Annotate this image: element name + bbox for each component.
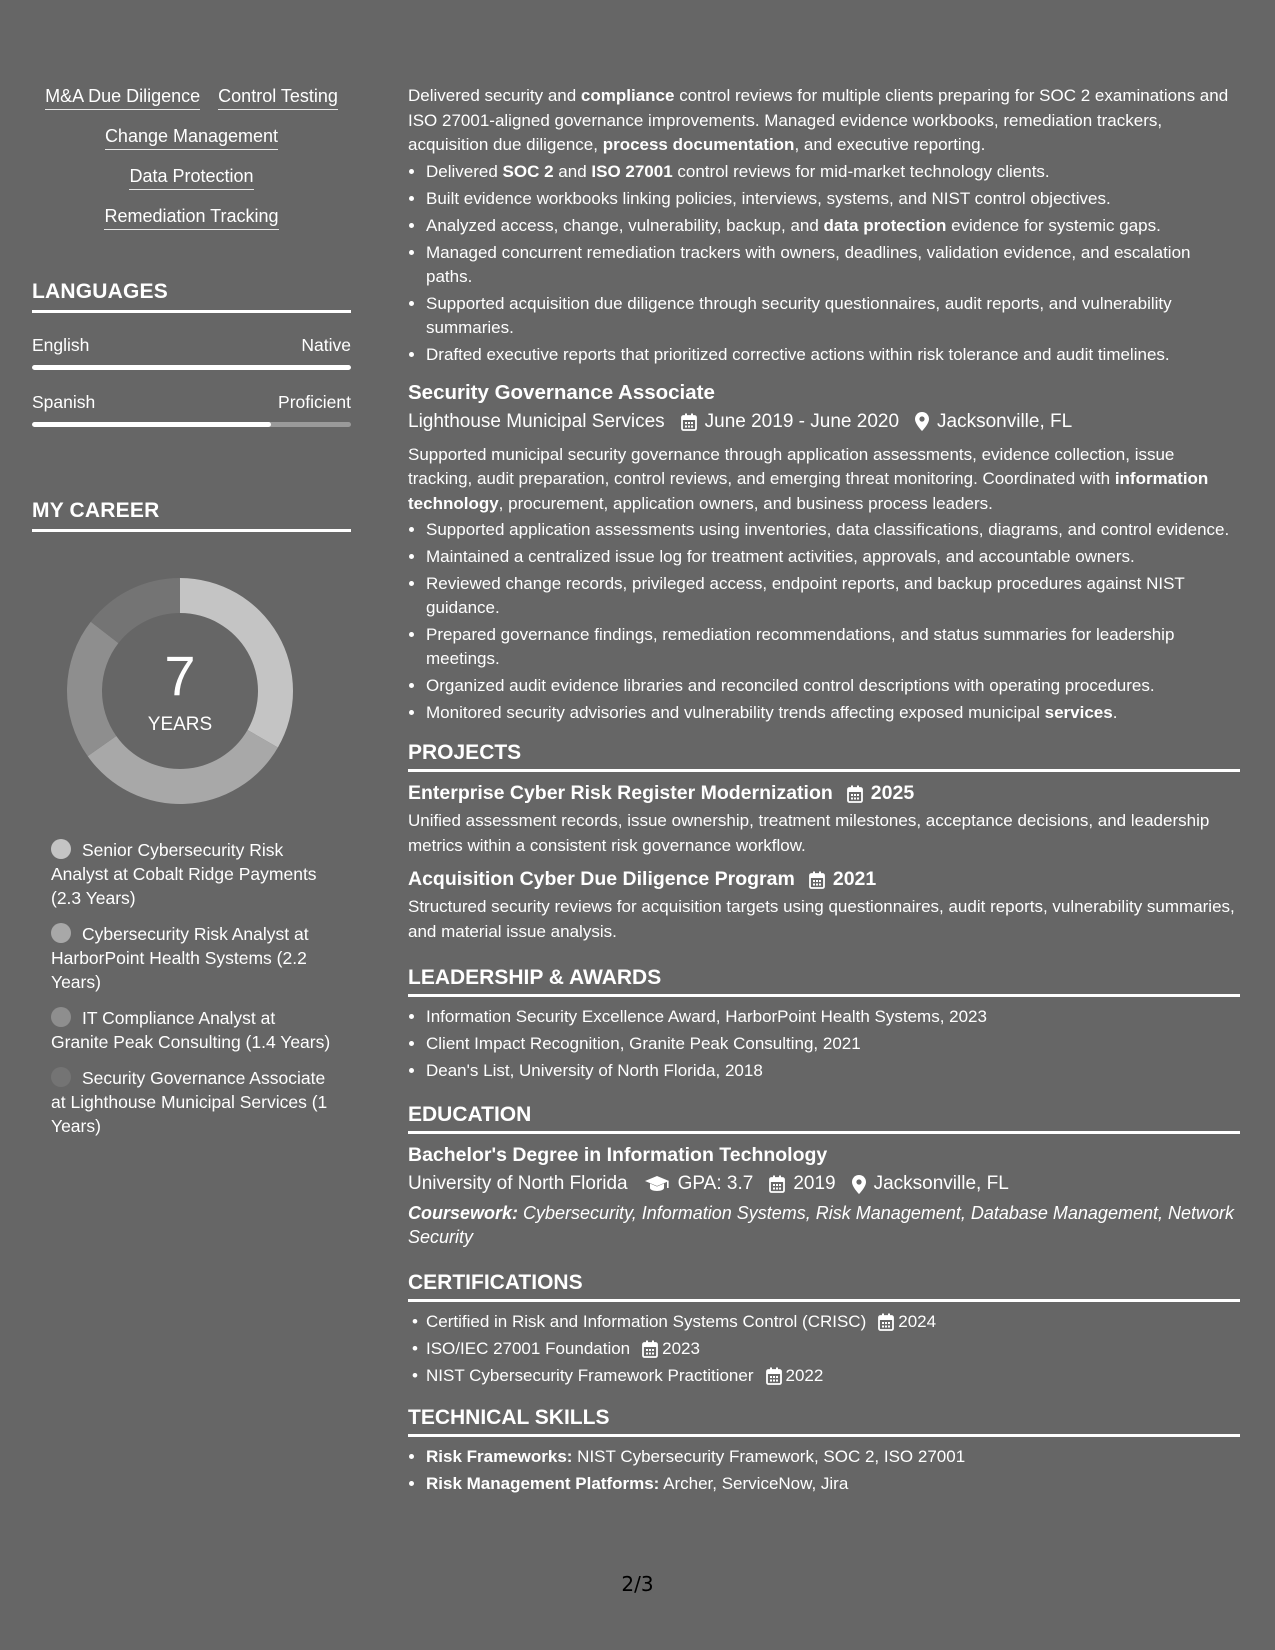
- legend-swatch: [51, 839, 71, 859]
- project-title: [408, 782, 1240, 805]
- emphasis-text: compliance: [580, 86, 675, 105]
- job-bullets: [408, 160, 1240, 367]
- career-legend-item: [51, 1066, 331, 1138]
- skill-value: Archer, ServiceNow, Jira: [659, 1474, 849, 1493]
- languages-heading: LANGUAGES: [32, 280, 351, 313]
- certification-item: [426, 1337, 1240, 1361]
- bullet-item: [426, 241, 1240, 289]
- company-name: Lighthouse Municipal Services: [408, 410, 665, 432]
- bullet-item: [426, 187, 1240, 211]
- text-run: Supported application assessments using inventories, data classifications, diagrams, and control evidence.: [426, 520, 1230, 539]
- donut-slice: [88, 730, 278, 804]
- text-run: Delivered security and: [408, 86, 581, 105]
- text-run: Prepared governance findings, remediation recommendations, and status summaries for leadership meetings.: [426, 625, 1175, 668]
- text-run: Supported acquisition due diligence through security questionnaires, audit reports, and vulnerability summaries.: [426, 293, 1172, 337]
- bullet-item: [426, 701, 1240, 725]
- graduation-year: 2019: [793, 1173, 836, 1194]
- emphasis-text: SOC 2: [502, 161, 554, 181]
- text-run: and: [553, 161, 592, 181]
- school-name: University of North Florida: [408, 1173, 628, 1194]
- skill-item: [426, 1472, 1240, 1496]
- bullet-item: [426, 518, 1240, 542]
- calendar-icon: [769, 1175, 785, 1193]
- language-english: [32, 335, 351, 370]
- coursework-list: Cybersecurity, Information Systems, Risk Management, Database Management, Network Security: [408, 1203, 1234, 1247]
- bullet-item: [426, 623, 1240, 671]
- coursework: [408, 1201, 1240, 1249]
- technical-skills-list: [408, 1445, 1240, 1496]
- coursework-label: Coursework:: [408, 1203, 519, 1223]
- text-run: Built evidence workbooks linking policies, interviews, systems, and NIST control objectives.: [426, 188, 1111, 208]
- award-item: • Information Security Excellence Award, HarborPoint Health Systems, 2023: [426, 1005, 1240, 1029]
- text-run: Supported municipal security governance through application assessments, evidence collection, issue tracking, audit preparation, control reviews, and emerging threat monitoring. Coordinated with: [408, 444, 1175, 488]
- calendar-icon: [642, 1340, 658, 1358]
- career-legend-item: [51, 838, 331, 910]
- language-name: English: [32, 335, 90, 355]
- skill-tags: [32, 84, 351, 230]
- certification-name: • ISO/IEC 27001 Foundation: [426, 1339, 631, 1358]
- project-description: Structured security reviews for acquisition targets using questionnaires, audit reports, vulnerability summaries, and material issue analysis.: [408, 897, 1235, 941]
- job-bullets: [408, 518, 1240, 725]
- graduation-cap-icon: [644, 1175, 670, 1193]
- text-run: Delivered: [426, 161, 503, 181]
- language-level: Proficient: [278, 392, 351, 412]
- sidebar: [32, 84, 351, 1150]
- language-proficiency-bar: [32, 365, 351, 370]
- skill-label: Risk Management Platforms:: [426, 1474, 660, 1493]
- text-run: , procurement, application owners, and business process leaders.: [498, 493, 993, 513]
- language-proficiency-bar: [32, 422, 351, 427]
- text-run: evidence for systemic gaps.: [946, 215, 1161, 235]
- location-pin-icon: [852, 1175, 866, 1194]
- location-pin-icon: [915, 412, 929, 431]
- emphasis-text: data protection: [823, 215, 947, 235]
- projects-list: [408, 782, 1240, 944]
- text-run: Drafted executive reports that prioritized corrective actions within risk tolerance and audit timelines.: [426, 344, 1170, 364]
- career-total-years: 7: [164, 644, 196, 707]
- calendar-icon: [809, 871, 825, 889]
- projects-heading: PROJECTS: [408, 741, 1240, 772]
- career-heading: MY CAREER: [32, 499, 351, 532]
- job-title: Security Governance Associate: [408, 380, 715, 404]
- emphasis-text: ISO 27001: [591, 161, 673, 181]
- bullet-item: [426, 674, 1240, 698]
- bullet-item: [426, 214, 1240, 238]
- project-name: Enterprise Cyber Risk Register Modernization: [408, 782, 833, 804]
- certifications-heading: CERTIFICATIONS: [408, 1271, 1240, 1302]
- emphasis-text: process documentation: [602, 135, 795, 154]
- skill-label: Risk Frameworks:: [426, 1447, 573, 1466]
- calendar-icon: [766, 1367, 782, 1385]
- career-donut-chart: [65, 576, 295, 806]
- awards-heading: LEADERSHIP & AWARDS: [408, 966, 1240, 997]
- certification-item: [426, 1310, 1240, 1334]
- gpa: GPA: 3.7: [677, 1173, 754, 1194]
- education-meta: [408, 1173, 1240, 1195]
- career-years-label: YEARS: [147, 714, 213, 735]
- technical-skills-heading: TECHNICAL SKILLS: [408, 1406, 1240, 1437]
- career-legend: [32, 838, 331, 1138]
- project-title: [408, 868, 1240, 891]
- job-location: Jacksonville, FL: [937, 410, 1073, 432]
- text-run: Managed concurrent remediation trackers with owners, deadlines, validation evidence, and escalation paths.: [426, 242, 1191, 286]
- language-name: Spanish: [32, 392, 96, 412]
- text-run: control reviews for mid-market technology clients.: [672, 161, 1050, 181]
- awards-list: [408, 1005, 1240, 1083]
- text-run: Reviewed change records, privileged access, endpoint reports, and backup procedures against NIST guidance.: [426, 574, 1185, 617]
- education-heading: EDUCATION: [408, 1103, 1240, 1134]
- job-meta: [408, 411, 1240, 433]
- legend-swatch: [51, 1067, 71, 1087]
- emphasis-text: information technology: [408, 469, 1209, 513]
- award-item: • Dean's List, University of North Florida, 2018: [426, 1059, 1240, 1083]
- skill-tag: Change Management: [105, 124, 278, 150]
- career-legend-item: [51, 922, 331, 994]
- award-item: • Client Impact Recognition, Granite Peak Consulting, 2021: [426, 1032, 1240, 1056]
- job-dates: June 2019 - June 2020: [704, 410, 900, 432]
- legend-label: Cybersecurity Risk Analyst at HarborPoint Health Systems (2.2 Years): [51, 924, 309, 992]
- skill-value: NIST Cybersecurity Framework, SOC 2, ISO 27001: [572, 1447, 966, 1466]
- skill-tag: Data Protection: [129, 164, 253, 190]
- skill-tag: Remediation Tracking: [104, 204, 278, 230]
- certification-year: 2023: [662, 1339, 700, 1358]
- project-year: 2025: [870, 782, 915, 804]
- certification-item: [426, 1364, 1240, 1388]
- page-number: 2/3: [621, 1572, 654, 1596]
- certifications-list: [408, 1310, 1240, 1388]
- legend-label: Senior Cybersecurity Risk Analyst at Cobalt Ridge Payments (2.3 Years): [51, 840, 317, 908]
- language-spanish: [32, 392, 351, 427]
- skill-tag: Control Testing: [218, 84, 338, 110]
- certification-name: • Certified in Risk and Information Systems Control (CRISC): [426, 1312, 867, 1331]
- project-name: Acquisition Cyber Due Diligence Program: [408, 868, 795, 890]
- skill-item: [426, 1445, 1240, 1469]
- calendar-icon: [681, 413, 697, 431]
- calendar-icon: [847, 785, 863, 803]
- project-year: 2021: [832, 868, 877, 890]
- job-summary: [408, 84, 1240, 158]
- career-legend-item: [51, 1006, 331, 1054]
- language-level: Native: [301, 335, 351, 355]
- bullet-item: [426, 545, 1240, 569]
- text-run: Monitored security advisories and vulnerability trends affecting exposed municipal: [426, 703, 1045, 722]
- legend-swatch: [51, 1007, 71, 1027]
- text-run: Maintained a centralized issue log for treatment activities, approvals, and accountable owners.: [426, 547, 1135, 566]
- certification-name: • NIST Cybersecurity Framework Practitioner: [426, 1366, 754, 1385]
- bullet-item: [426, 292, 1240, 340]
- degree-title: Bachelor's Degree in Information Technology: [408, 1144, 828, 1166]
- calendar-icon: [878, 1313, 894, 1331]
- bullet-item: [426, 343, 1240, 367]
- job-summary: [408, 443, 1240, 517]
- bullet-item: [426, 572, 1240, 620]
- certification-year: 2022: [785, 1366, 824, 1385]
- main-content: [408, 84, 1240, 1499]
- skill-tag: M&A Due Diligence: [45, 84, 200, 110]
- emphasis-text: services: [1044, 703, 1113, 722]
- project-description: Unified assessment records, issue ownership, treatment milestones, acceptance decisions, and leadership metrics within a consistent risk governance workflow.: [408, 811, 1210, 855]
- legend-swatch: [51, 923, 71, 943]
- text-run: control reviews for multiple clients preparing for SOC 2 examinations and ISO 27001-aligned governance improvements. Managed evidence workbooks, remediation trackers, acquisition due diligence,: [408, 86, 1229, 154]
- legend-label: Security Governance Associate at Lighthouse Municipal Services (1 Years): [51, 1068, 328, 1136]
- education-location: Jacksonville, FL: [873, 1173, 1009, 1194]
- certification-year: 2024: [898, 1312, 937, 1331]
- text-run: .: [1112, 703, 1118, 722]
- legend-label: IT Compliance Analyst at Granite Peak Consulting (1.4 Years): [51, 1008, 331, 1052]
- text-run: Organized audit evidence libraries and reconciled control descriptions with operating procedures.: [426, 676, 1155, 695]
- bullet-item: [426, 160, 1240, 184]
- text-run: , and executive reporting.: [794, 135, 986, 154]
- text-run: Analyzed access, change, vulnerability, backup, and: [426, 215, 824, 235]
